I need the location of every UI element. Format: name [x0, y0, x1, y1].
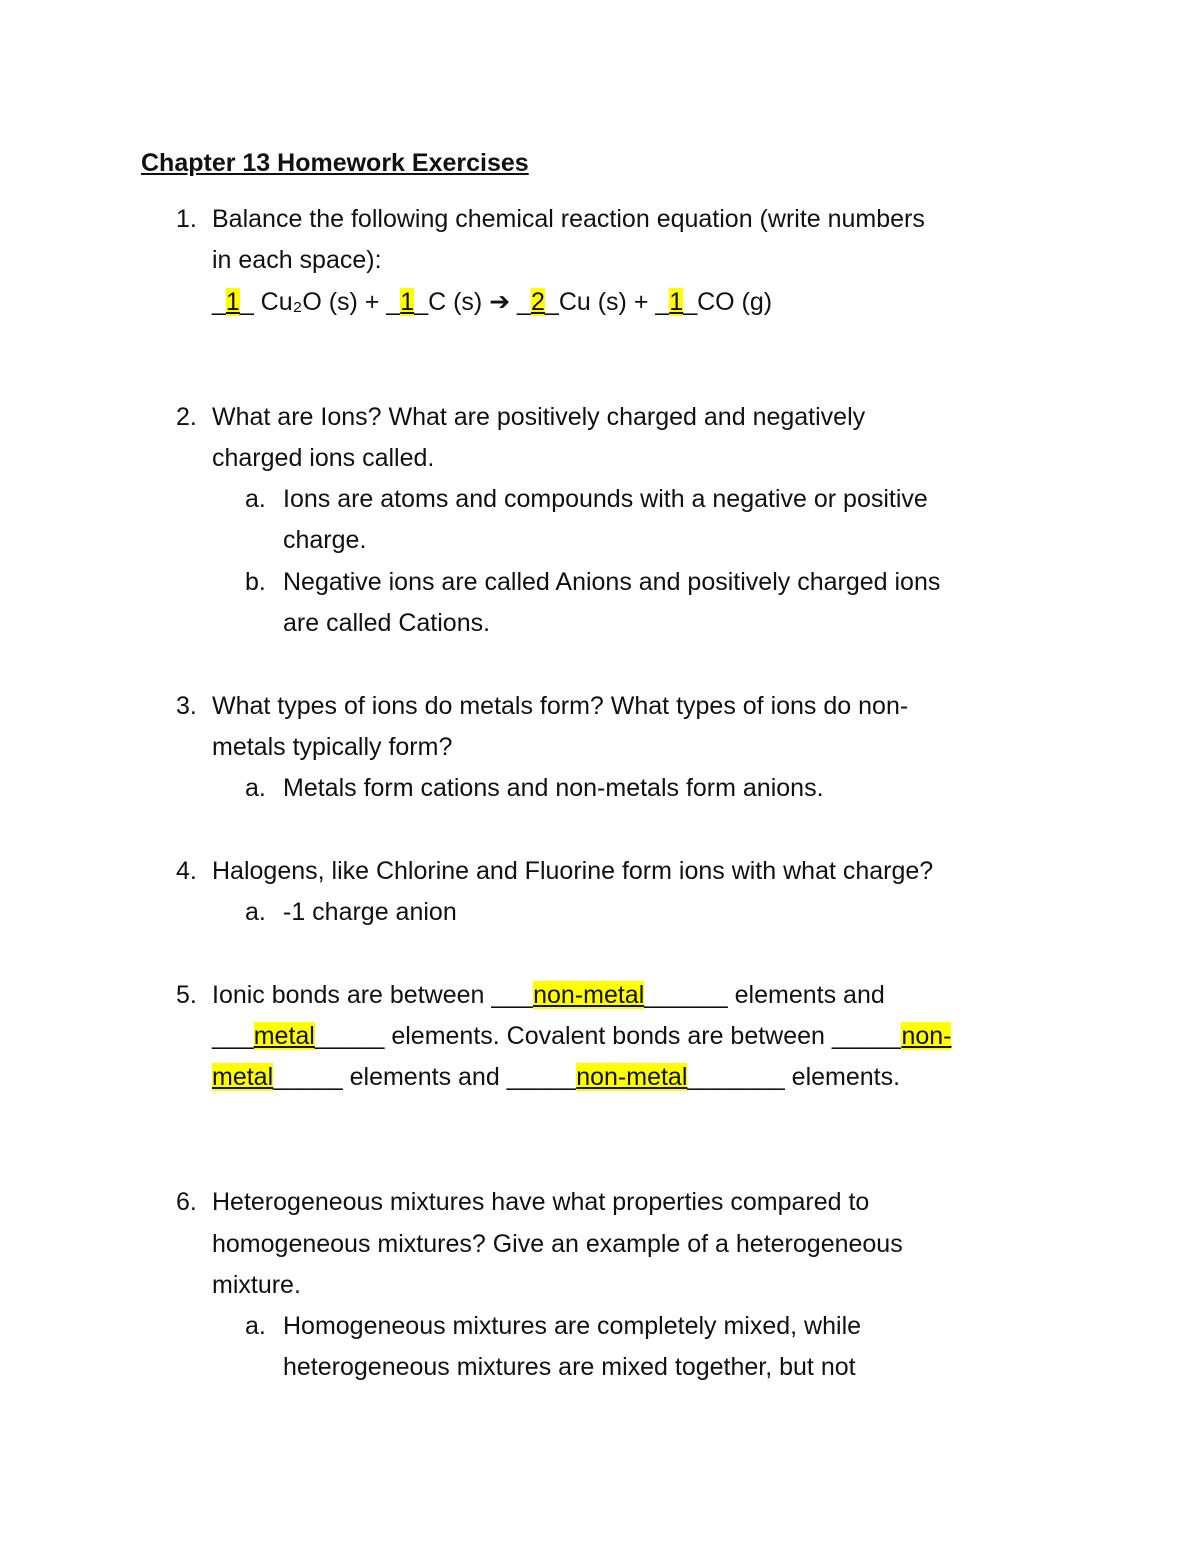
answer-6a-line-2: heterogeneous mixtures are mixed together, but not [283, 1353, 856, 1381]
question-1-line-2: in each space): [212, 246, 382, 274]
equation-term: C (s) [428, 288, 483, 316]
reaction-arrow-icon: ➔ [489, 288, 511, 316]
answer-2a-letter: a. [245, 485, 266, 513]
answer-blank: ___ [212, 1022, 254, 1050]
question-5-line-2 [212, 1020, 951, 1052]
answer-6a-line-1: Homogeneous mixtures are completely mixed, while [283, 1312, 862, 1340]
answer-2a-line-1: Ions are atoms and compounds with a negative or positive [283, 485, 928, 513]
coefficient-answer: 1 [669, 288, 684, 316]
equation-term: CO (g) [697, 288, 773, 316]
answer-6a-letter: a. [245, 1312, 266, 1340]
answer-blank: _____ [506, 1063, 577, 1091]
question-5-text: Ionic bonds are between [212, 981, 485, 1009]
coefficient-answer: 1 [400, 288, 415, 316]
answer-blank: ______ [644, 981, 728, 1009]
question-5-text: elements and [734, 981, 885, 1009]
answer-3a-letter: a. [245, 774, 266, 802]
question-2-number: 2. [176, 403, 197, 431]
equation-term: Cu (s) + [558, 288, 649, 316]
answer-4a-letter: a. [245, 898, 266, 926]
answer-blank: _______ [687, 1063, 785, 1091]
question-6-number: 6. [176, 1188, 197, 1216]
answer-blank: _____ [273, 1063, 343, 1091]
answer-3a-line-1: Metals form cations and non-metals form anions. [283, 774, 824, 802]
question-5-line-3 [212, 1061, 900, 1093]
question-4-line-1: Halogens, like Chlorine and Fluorine form ions with what charge? [212, 857, 934, 885]
answer-blank: _____ [314, 1022, 385, 1050]
question-3-line-2: metals typically form? [212, 733, 453, 761]
question-1-line-1: Balance the following chemical reaction equation (write numbers [212, 205, 925, 233]
answer-2b-letter: b. [245, 568, 266, 596]
question-1-number: 1. [176, 205, 197, 233]
question-2-line-2: charged ions called. [212, 444, 435, 472]
question-5-text: elements. Covalent bonds are between [391, 1022, 825, 1050]
fill-in-answer: non-metal [533, 981, 645, 1009]
question-6-line-1: Heterogeneous mixtures have what properties compared to [212, 1188, 870, 1216]
question-6-line-2: homogeneous mixtures? Give an example of a heterogeneous [212, 1230, 903, 1258]
coefficient-answer: 2 [531, 288, 545, 316]
question-6-line-3: mixture. [212, 1271, 301, 1299]
fill-in-answer: non- [901, 1022, 952, 1050]
question-4-number: 4. [176, 857, 197, 885]
answer-blank: ___ [491, 981, 534, 1009]
answer-4a-line-1: -1 charge anion [283, 898, 457, 926]
question-5-text: elements. [791, 1063, 901, 1091]
equation-term: Cu₂O (s) + [260, 288, 380, 316]
answer-2b-line-1: Negative ions are called Anions and positively charged ions [283, 568, 941, 596]
question-1-equation: _1_ Cu₂O (s) + _1_C (s) ➔ _2_Cu (s) + _1_CO (g) [212, 288, 773, 316]
question-2-line-1: What are Ions? What are positively charged and negatively [212, 403, 866, 431]
question-5-line-1 [212, 979, 885, 1011]
question-3-line-1: What types of ions do metals form? What types of ions do non- [212, 692, 909, 720]
fill-in-answer: non-metal [576, 1063, 688, 1091]
fill-in-answer: metal [212, 1063, 274, 1091]
answer-2a-line-2: charge. [283, 526, 367, 554]
question-5-number: 5. [176, 981, 197, 1009]
question-5-text: elements and [349, 1063, 500, 1091]
fill-in-answer: metal [253, 1022, 315, 1050]
page-title: Chapter 13 Homework Exercises [141, 149, 529, 177]
coefficient-answer: 1 [225, 288, 240, 316]
answer-2b-line-2: are called Cations. [283, 609, 491, 637]
question-3-number: 3. [176, 692, 197, 720]
answer-blank: _____ [831, 1022, 902, 1050]
